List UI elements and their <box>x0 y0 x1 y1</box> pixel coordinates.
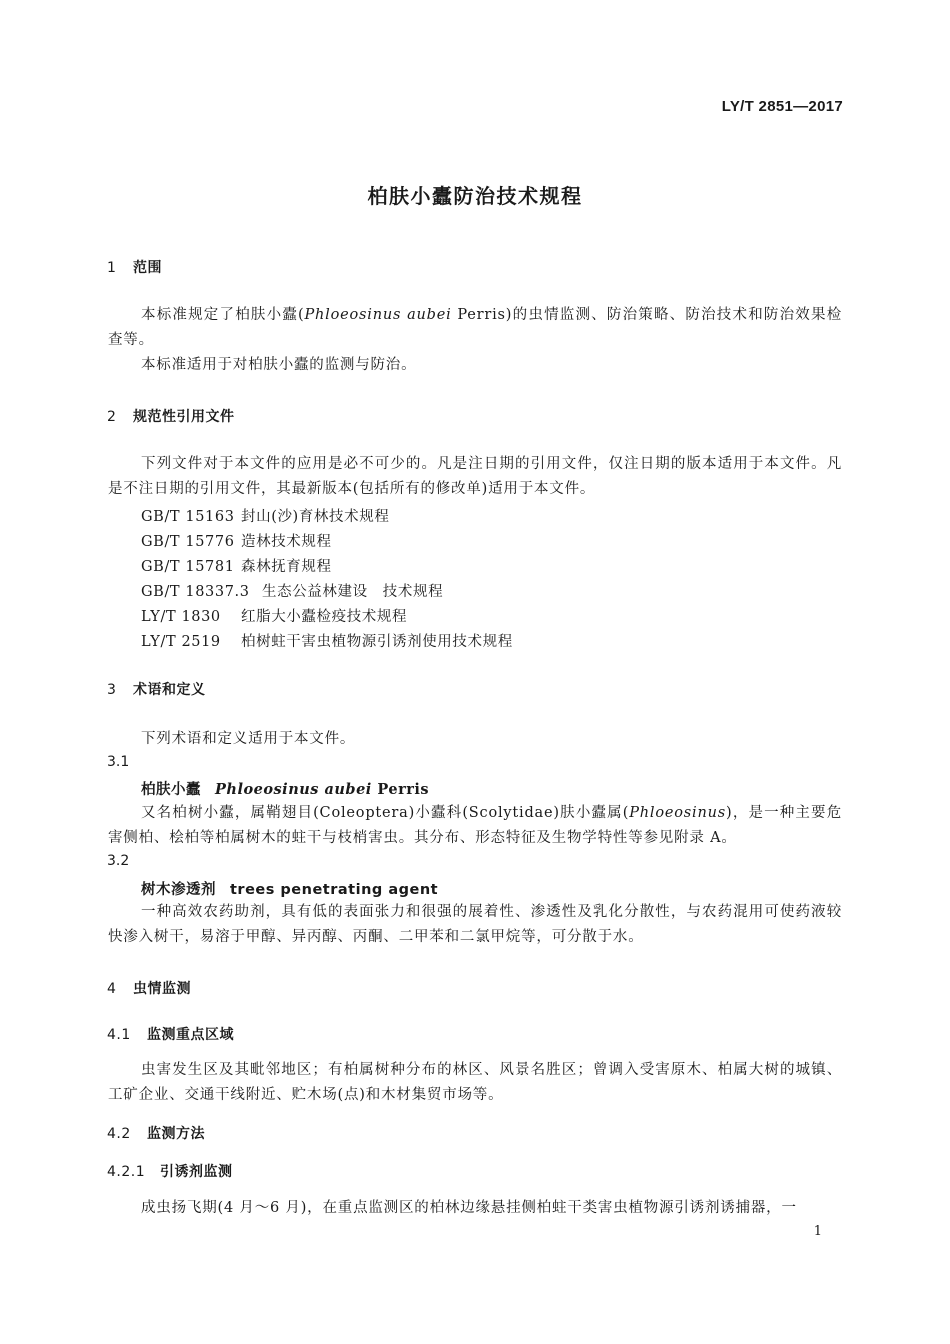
reference-title: 红脂大小蠹检疫技术规程 <box>241 609 408 625</box>
reference-item <box>141 555 332 576</box>
reference-title: 柏树蛀干害虫植物源引诱剂使用技术规程 <box>241 634 513 650</box>
text-run: 本标准规定了柏肤小蠹( <box>141 307 305 323</box>
reference-code: GB/T 15781 <box>141 559 235 575</box>
section-1-paragraph-1 <box>108 303 842 353</box>
section-1-paragraph-2: 本标准适用于对柏肤小蠹的监测与防治。 <box>141 357 417 373</box>
term-chinese: 树木渗透剂 <box>141 882 216 898</box>
section-title: 术语和定义 <box>133 682 206 698</box>
subsection-4-1-heading <box>107 1024 234 1044</box>
section-number: 4 <box>107 981 117 997</box>
document-title: 柏肤小蠹防治技术规程 <box>367 184 583 208</box>
term-latin <box>215 781 429 798</box>
reference-code: GB/T 15776 <box>141 534 235 550</box>
term-heading <box>141 878 438 899</box>
reference-item <box>141 505 389 526</box>
reference-code: LY/T 1830 <box>141 609 221 625</box>
section-3-intro: 下列术语和定义适用于本文件。 <box>141 731 356 747</box>
term-english: trees penetrating agent <box>230 882 439 898</box>
reference-item <box>141 605 407 626</box>
reference-item <box>141 530 332 551</box>
section-1-heading <box>107 257 162 277</box>
reference-title: 封山(沙)育林技术规程 <box>241 509 390 525</box>
reference-code: GB/T 15163 <box>141 509 235 525</box>
subsection-4-2-1-heading <box>107 1161 233 1181</box>
term-definition: 一种高效农药助剂，具有低的表面张力和很强的展着性、渗透性及乳化分散性，与农药混用可使药液较快渗入树干，易溶于甲醇、异丙醇、丙酮、二甲苯和二氯甲烷等，可分散于水。 <box>108 904 842 945</box>
section-title: 引诱剂监测 <box>160 1164 233 1180</box>
section-number: 4.1 <box>107 1027 131 1043</box>
section-number: 1 <box>107 260 117 276</box>
reference-title: 森林抚育规程 <box>241 559 332 575</box>
author-name: Perris <box>371 781 430 798</box>
standard-code: LY/T 2851—2017 <box>721 98 843 115</box>
page-number: 1 <box>813 1224 822 1239</box>
section-title: 监测重点区域 <box>147 1027 234 1043</box>
section-title: 范围 <box>133 260 162 276</box>
text-run: )，是一种主要危害侧柏、桧柏等柏属树木的蛀干与枝梢害虫。其分布、形态特征及生物学特性等参见附录 A。 <box>108 805 842 846</box>
section-number: 4.2 <box>107 1126 131 1142</box>
subsection-4-2-1-paragraph: 成虫扬飞期(4 月～6 月)，在重点监测区的柏林边缘悬挂侧柏蛀干类害虫植物源引诱剂诱捕器，一 <box>141 1200 797 1216</box>
reference-code: GB/T 18337.3 <box>141 584 250 600</box>
latin-name: Phloeosinus aubei <box>304 307 452 323</box>
subsection-4-2-heading <box>107 1123 205 1143</box>
reference-title: 生态公益林建设 技术规程 <box>262 584 444 600</box>
section-2-heading <box>107 406 235 426</box>
section-number: 4.2.1 <box>107 1164 146 1180</box>
section-title: 监测方法 <box>147 1126 205 1142</box>
term-heading <box>141 778 429 799</box>
latin-name: Phloeosinus aubei <box>215 781 372 798</box>
term-number: 3.2 <box>107 853 130 869</box>
term-definition <box>108 801 842 851</box>
section-2-paragraph: 下列文件对于本文件的应用是必不可少的。凡是注日期的引用文件，仅注日期的版本适用于本文件。凡是不注日期的引用文件，其最新版本(包括所有的修改单)适用于本文件。 <box>108 456 842 497</box>
section-number: 3 <box>107 682 117 698</box>
text-run: Perris)的虫情监测、防治策略、防治技术和防治效果检查等。 <box>108 307 842 348</box>
reference-item <box>141 630 513 651</box>
section-4-heading <box>107 978 191 998</box>
term-chinese: 柏肤小蠹 <box>141 782 201 798</box>
section-title: 规范性引用文件 <box>133 409 235 425</box>
subsection-4-1-paragraph: 虫害发生区及其毗邻地区；有柏属树种分布的林区、风景名胜区；曾调入受害原木、柏属大树的城镇、工矿企业、交通干线附近、贮木场(点)和木材集贸市场等。 <box>108 1062 842 1103</box>
text-run: 又名柏树小蠹，属鞘翅目(Coleoptera)小蠹科(Scolytidae)肤小蠹属( <box>141 805 630 821</box>
section-title: 虫情监测 <box>133 981 191 997</box>
reference-title: 造林技术规程 <box>241 534 332 550</box>
term-number: 3.1 <box>107 754 130 770</box>
section-3-heading <box>107 679 206 699</box>
reference-item <box>141 580 443 601</box>
latin-name: Phloeosinus <box>629 805 727 821</box>
reference-code: LY/T 2519 <box>141 634 221 650</box>
section-number: 2 <box>107 409 117 425</box>
